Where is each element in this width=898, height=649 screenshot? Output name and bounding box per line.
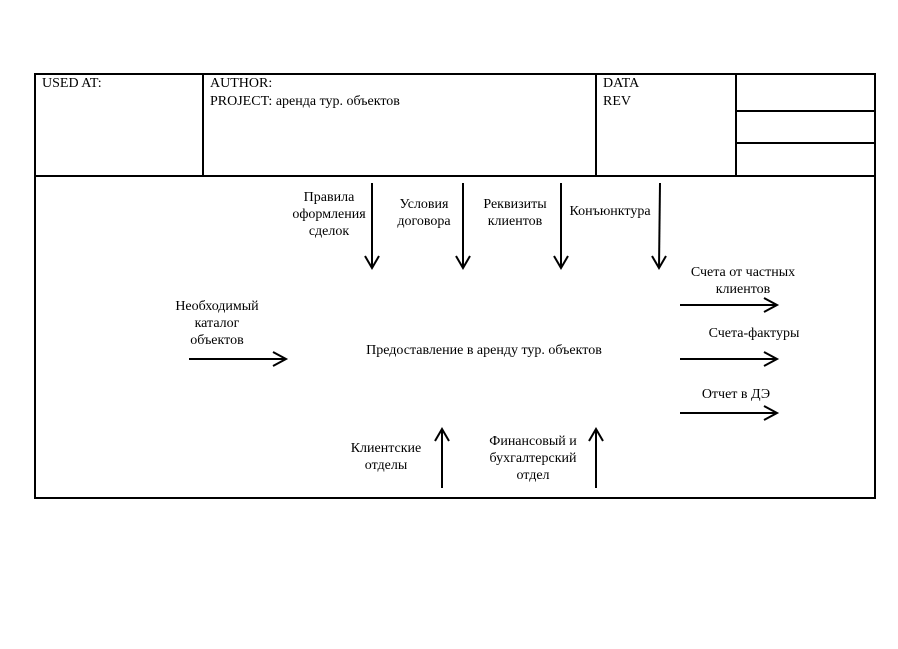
control-label-conditions: Условия договора — [397, 197, 451, 229]
output-label-report: Отчет в ДЭ — [701, 387, 771, 402]
control-label-requisites: Реквизиты клиентов — [483, 197, 547, 229]
output-arrow-invoices — [680, 352, 777, 366]
output-arrow-report — [680, 406, 777, 420]
control-label-market: Конъюнктура — [569, 204, 651, 219]
function-label: Предоставление в аренду тур. объектов — [366, 343, 602, 358]
output-label-private-invoices: Счета от частных клиентов — [690, 265, 796, 297]
mechanism-label-finance-department: Финансовый и бухгалтерский отдел — [489, 434, 577, 483]
output-arrow-private-invoices — [680, 298, 777, 312]
project-label: PROJECT: аренда тур. объектов — [210, 94, 400, 109]
input-label-catalog: Необходимый каталог объектов — [175, 299, 259, 348]
output-label-invoices: Счета-фактуры — [708, 326, 800, 341]
mechanism-arrow-client-departments — [435, 429, 449, 488]
data-label: DATA — [603, 76, 640, 91]
rev-label: REV — [603, 94, 631, 109]
used-at-label: USED AT: — [42, 76, 102, 91]
mechanism-label-client-departments: Клиентские отделы — [350, 441, 422, 473]
control-label-rules: Правила оформления сделок — [292, 190, 366, 239]
control-arrow-market — [652, 183, 666, 268]
input-arrow-catalog — [189, 352, 286, 366]
author-label: AUTHOR: — [210, 76, 273, 91]
